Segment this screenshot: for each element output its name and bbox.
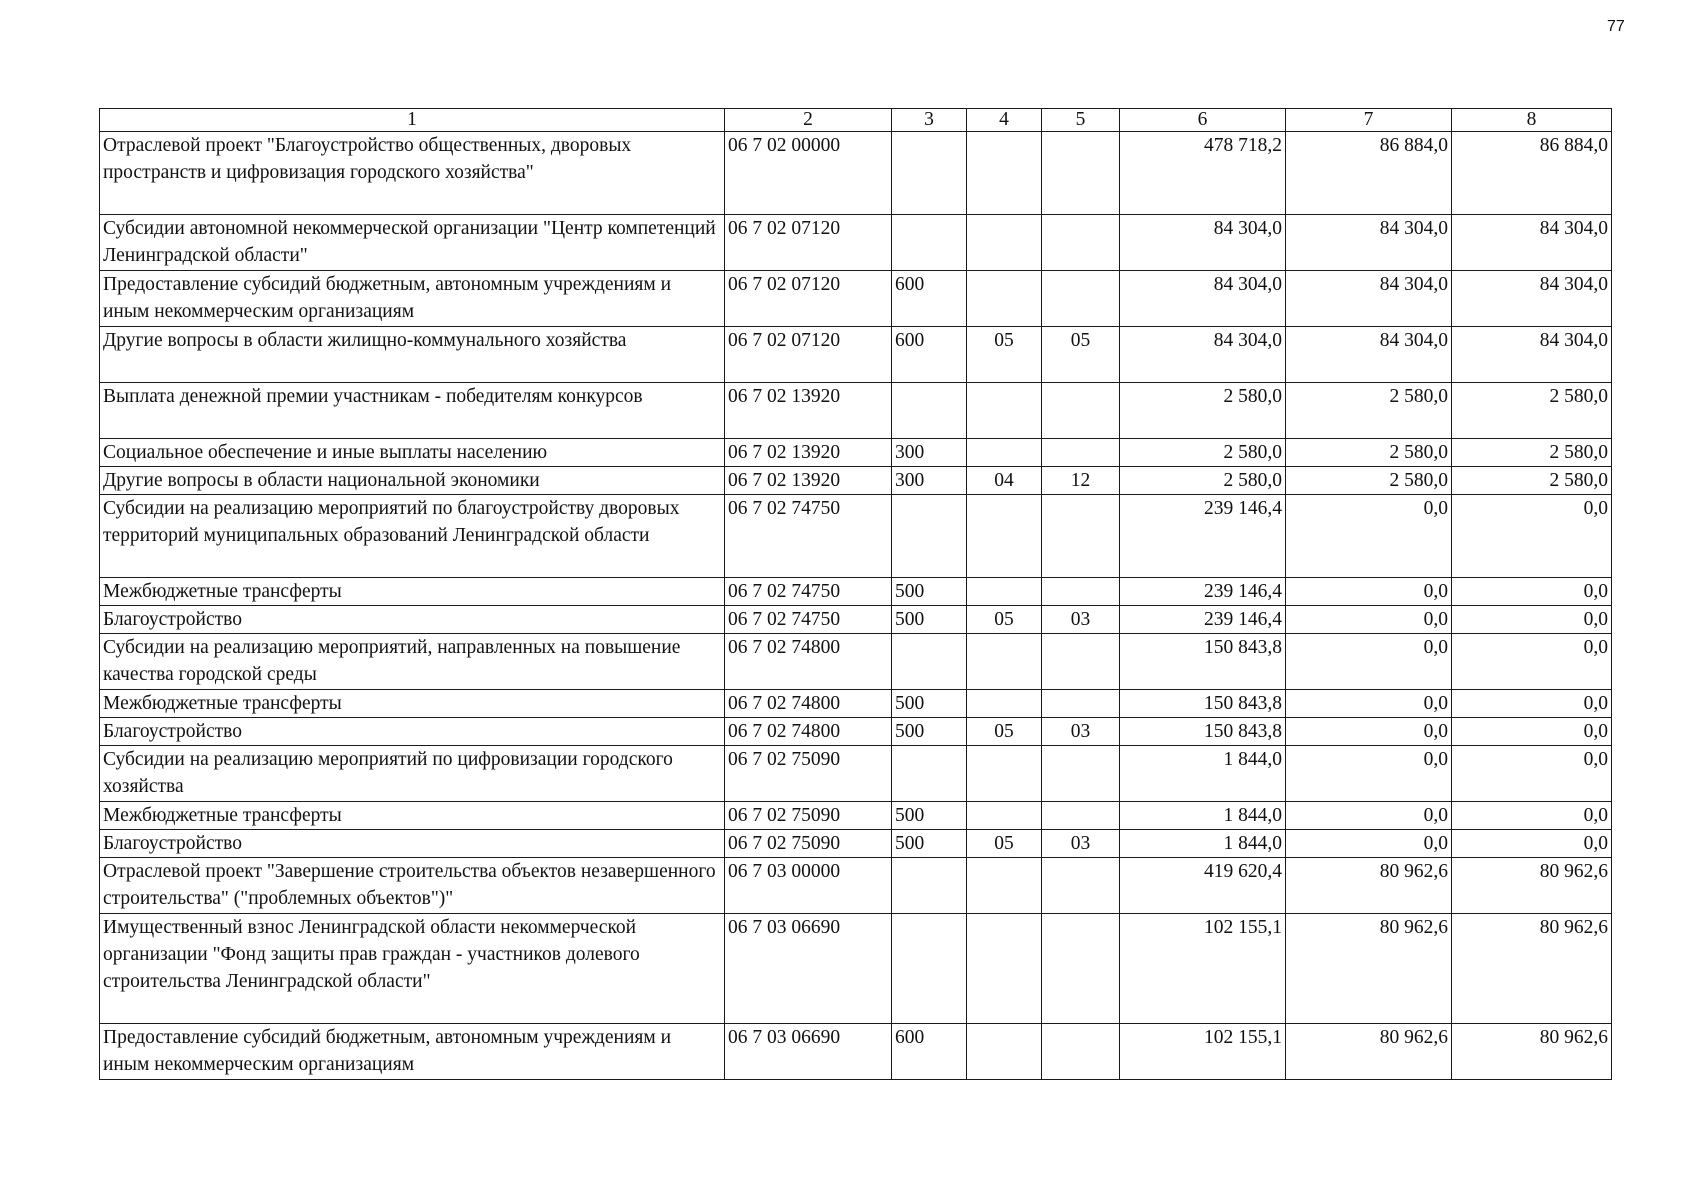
row-subsection [1042,690,1120,718]
row-description: Благоустройство [100,830,725,858]
table-row [100,271,1612,327]
table-row [100,718,1612,746]
table-row [100,1024,1612,1080]
row-section: 05 [967,606,1042,634]
row-code: 06 7 03 00000 [725,858,892,914]
row-value-8: 84 304,0 [1452,215,1612,271]
row-section [967,634,1042,690]
row-value-6: 2 580,0 [1120,467,1286,495]
row-expense-type: 500 [892,802,967,830]
page-number: 77 [1607,18,1625,35]
row-section [967,271,1042,327]
row-value-8: 0,0 [1452,606,1612,634]
row-section [967,578,1042,606]
row-subsection: 03 [1042,606,1120,634]
row-subsection [1042,383,1120,439]
row-expense-type: 500 [892,718,967,746]
row-expense-type: 600 [892,327,967,383]
row-description: Отраслевой проект "Благоустройство общественных, дворовых пространств и цифровизация городского хозяйства" [100,132,725,215]
column-header: 5 [1042,109,1120,132]
row-description: Другие вопросы в области национальной экономики [100,467,725,495]
row-code: 06 7 02 74750 [725,495,892,578]
row-value-8: 80 962,6 [1452,914,1612,1024]
row-value-6: 2 580,0 [1120,439,1286,467]
row-value-6: 239 146,4 [1120,578,1286,606]
row-value-6: 478 718,2 [1120,132,1286,215]
row-expense-type [892,858,967,914]
row-section [967,802,1042,830]
row-value-6: 419 620,4 [1120,858,1286,914]
row-expense-type [892,634,967,690]
table-row [100,495,1612,578]
row-value-8: 0,0 [1452,690,1612,718]
row-value-6: 239 146,4 [1120,606,1286,634]
row-value-6: 150 843,8 [1120,634,1286,690]
row-subsection: 03 [1042,718,1120,746]
row-value-6: 102 155,1 [1120,1024,1286,1080]
row-description: Предоставление субсидий бюджетным, автономным учреждениям и иным некоммерческим организациям [100,271,725,327]
row-section [967,858,1042,914]
table-row [100,830,1612,858]
row-subsection [1042,271,1120,327]
row-description: Благоустройство [100,606,725,634]
row-value-8: 2 580,0 [1452,467,1612,495]
row-section [967,746,1042,802]
row-description: Межбюджетные трансферты [100,802,725,830]
row-expense-type [892,383,967,439]
row-subsection: 03 [1042,830,1120,858]
row-code: 06 7 02 13920 [725,383,892,439]
row-expense-type: 300 [892,439,967,467]
table-row [100,606,1612,634]
row-value-7: 86 884,0 [1286,132,1452,215]
row-section [967,383,1042,439]
row-value-7: 80 962,6 [1286,1024,1452,1080]
row-value-8: 80 962,6 [1452,1024,1612,1080]
row-code: 06 7 02 07120 [725,215,892,271]
row-description: Благоустройство [100,718,725,746]
column-header: 6 [1120,109,1286,132]
column-header: 8 [1452,109,1612,132]
row-code: 06 7 02 75090 [725,802,892,830]
row-expense-type: 500 [892,830,967,858]
table-row [100,690,1612,718]
header-row [100,109,1612,132]
row-section [967,215,1042,271]
row-subsection [1042,858,1120,914]
column-header: 4 [967,109,1042,132]
row-code: 06 7 02 74800 [725,718,892,746]
row-value-8: 0,0 [1452,634,1612,690]
row-value-8: 0,0 [1452,746,1612,802]
row-value-7: 0,0 [1286,830,1452,858]
budget-table [99,108,1612,1080]
row-value-7: 0,0 [1286,578,1452,606]
row-expense-type: 500 [892,690,967,718]
row-section [967,495,1042,578]
row-value-8: 2 580,0 [1452,439,1612,467]
row-value-8: 2 580,0 [1452,383,1612,439]
row-code: 06 7 03 06690 [725,1024,892,1080]
row-value-6: 1 844,0 [1120,802,1286,830]
row-code: 06 7 02 75090 [725,746,892,802]
row-description: Межбюджетные трансферты [100,690,725,718]
row-value-6: 150 843,8 [1120,718,1286,746]
column-header: 7 [1286,109,1452,132]
column-header: 1 [100,109,725,132]
row-value-7: 0,0 [1286,802,1452,830]
row-section: 05 [967,718,1042,746]
row-subsection [1042,914,1120,1024]
row-description: Отраслевой проект "Завершение строительства объектов незавершенного строительства" ("проблемных объектов")" [100,858,725,914]
row-value-8: 0,0 [1452,578,1612,606]
table-row [100,327,1612,383]
row-section [967,132,1042,215]
row-description: Социальное обеспечение и иные выплаты населению [100,439,725,467]
row-section [967,1024,1042,1080]
row-value-7: 2 580,0 [1286,467,1452,495]
row-description: Субсидии на реализацию мероприятий, направленных на повышение качества городской среды [100,634,725,690]
row-description: Другие вопросы в области жилищно-коммунального хозяйства [100,327,725,383]
row-section: 05 [967,830,1042,858]
row-code: 06 7 02 74800 [725,634,892,690]
row-value-6: 2 580,0 [1120,383,1286,439]
row-value-8: 80 962,6 [1452,858,1612,914]
row-value-6: 84 304,0 [1120,271,1286,327]
row-code: 06 7 02 74750 [725,578,892,606]
row-value-8: 0,0 [1452,718,1612,746]
row-value-8: 0,0 [1452,495,1612,578]
row-value-7: 84 304,0 [1286,327,1452,383]
row-code: 06 7 02 07120 [725,327,892,383]
row-subsection: 12 [1042,467,1120,495]
row-description: Субсидии на реализацию мероприятий по цифровизации городского хозяйства [100,746,725,802]
table-row [100,132,1612,215]
row-code: 06 7 02 07120 [725,271,892,327]
table-row [100,383,1612,439]
row-expense-type [892,914,967,1024]
row-value-6: 102 155,1 [1120,914,1286,1024]
column-header: 3 [892,109,967,132]
row-subsection [1042,634,1120,690]
row-section: 05 [967,327,1042,383]
row-value-8: 84 304,0 [1452,327,1612,383]
row-expense-type: 600 [892,1024,967,1080]
row-expense-type [892,495,967,578]
row-subsection [1042,578,1120,606]
row-code: 06 7 02 75090 [725,830,892,858]
table-row [100,914,1612,1024]
row-expense-type [892,132,967,215]
row-value-8: 84 304,0 [1452,271,1612,327]
row-subsection: 05 [1042,327,1120,383]
row-expense-type: 300 [892,467,967,495]
row-expense-type: 600 [892,271,967,327]
table-row [100,634,1612,690]
row-value-8: 0,0 [1452,802,1612,830]
row-description: Предоставление субсидий бюджетным, автономным учреждениям и иным некоммерческим организациям [100,1024,725,1080]
row-subsection [1042,746,1120,802]
row-section [967,690,1042,718]
row-value-7: 0,0 [1286,718,1452,746]
table-row [100,746,1612,802]
row-description: Субсидии автономной некоммерческой организации "Центр компетенций Ленинградской области" [100,215,725,271]
row-value-7: 2 580,0 [1286,439,1452,467]
row-section [967,914,1042,1024]
row-value-7: 2 580,0 [1286,383,1452,439]
row-expense-type [892,215,967,271]
row-description: Межбюджетные трансферты [100,578,725,606]
row-expense-type: 500 [892,606,967,634]
table-row [100,802,1612,830]
row-value-7: 80 962,6 [1286,858,1452,914]
row-value-7: 80 962,6 [1286,914,1452,1024]
row-value-6: 84 304,0 [1120,327,1286,383]
row-description: Имущественный взнос Ленинградской области некоммерческой организации "Фонд защиты прав граждан - участников долевого строительства Ленинградской области" [100,914,725,1024]
row-subsection [1042,132,1120,215]
row-expense-type [892,746,967,802]
row-value-7: 0,0 [1286,606,1452,634]
row-code: 06 7 02 13920 [725,467,892,495]
table-row [100,439,1612,467]
row-code: 06 7 02 74750 [725,606,892,634]
column-header: 2 [725,109,892,132]
row-value-6: 239 146,4 [1120,495,1286,578]
row-value-7: 0,0 [1286,495,1452,578]
row-description: Выплата денежной премии участникам - победителям конкурсов [100,383,725,439]
row-section: 04 [967,467,1042,495]
row-code: 06 7 02 74800 [725,690,892,718]
row-code: 06 7 02 13920 [725,439,892,467]
row-value-7: 84 304,0 [1286,215,1452,271]
table-row [100,467,1612,495]
row-expense-type: 500 [892,578,967,606]
row-code: 06 7 03 06690 [725,914,892,1024]
row-value-8: 86 884,0 [1452,132,1612,215]
row-value-7: 0,0 [1286,634,1452,690]
row-value-6: 84 304,0 [1120,215,1286,271]
row-value-7: 0,0 [1286,690,1452,718]
row-value-6: 1 844,0 [1120,830,1286,858]
row-code: 06 7 02 00000 [725,132,892,215]
row-section [967,439,1042,467]
table-row [100,858,1612,914]
row-subsection [1042,215,1120,271]
row-value-7: 84 304,0 [1286,271,1452,327]
table-row [100,578,1612,606]
row-subsection [1042,439,1120,467]
row-subsection [1042,802,1120,830]
table-row [100,215,1612,271]
row-description: Субсидии на реализацию мероприятий по благоустройству дворовых территорий муниципальных образований Ленинградской области [100,495,725,578]
row-subsection [1042,495,1120,578]
row-subsection [1042,1024,1120,1080]
row-value-6: 1 844,0 [1120,746,1286,802]
row-value-8: 0,0 [1452,830,1612,858]
row-value-6: 150 843,8 [1120,690,1286,718]
row-value-7: 0,0 [1286,746,1452,802]
